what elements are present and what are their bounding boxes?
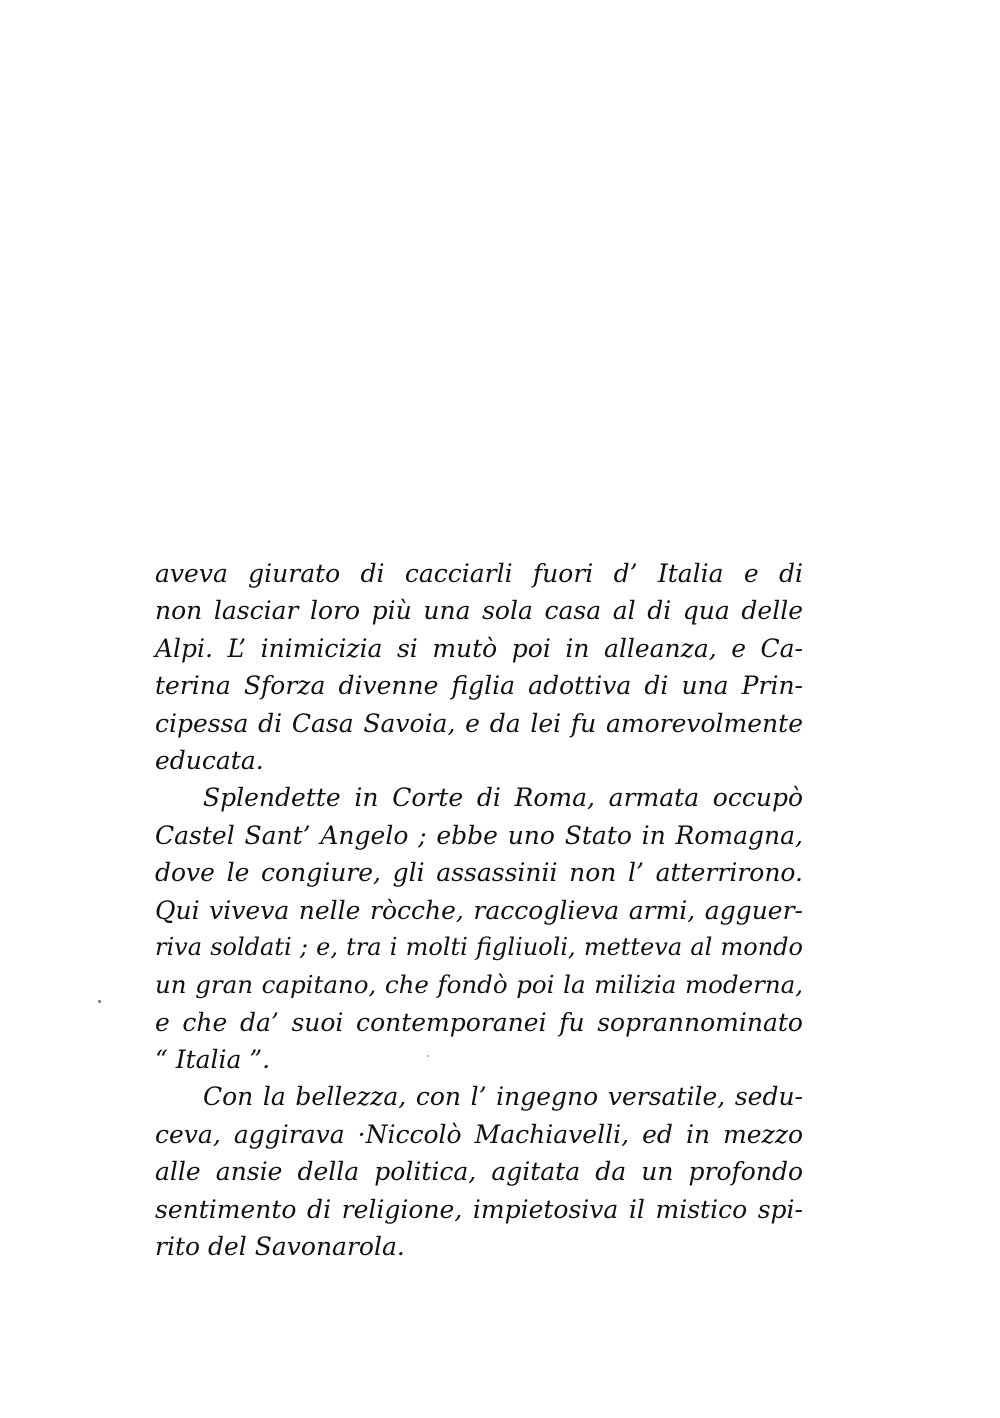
- text-line: Alpi. L’ inimicizia si mutò poi in alleanza, e Ca-: [155, 633, 803, 663]
- scan-speck: [98, 1000, 101, 1003]
- text-line: riva soldati ; e, tra i molti figliuoli, metteva al mondo: [155, 932, 803, 961]
- text-line: “ Italia ”.: [155, 1045, 271, 1075]
- scan-speck: [427, 1055, 429, 1057]
- text-line: alle ansie della politica, agitata da un profondo: [155, 1157, 803, 1187]
- text-line: rito del Savonarola.: [155, 1232, 405, 1262]
- text-line: Splendette in Corte di Roma, armata occupò: [203, 783, 803, 813]
- text-line: educata.: [155, 745, 264, 775]
- text-line: sentimento di religione, impietosiva il mistico spi-: [155, 1194, 803, 1224]
- text-line: Castel Sant’ Angelo ; ebbe uno Stato in Romagna,: [155, 820, 803, 850]
- text-line: ceva, aggirava ·Niccolò Machiavelli, ed in mezzo: [155, 1119, 803, 1149]
- text-line: cipessa di Casa Savoia, e da lei fu amorevolmente: [155, 708, 803, 738]
- text-line: un gran capitano, che fondò poi la milizia moderna,: [155, 970, 803, 1000]
- text-line: terina Sforza divenne figlia adottiva di una Prin-: [155, 671, 803, 701]
- text-line: aveva giurato di cacciarli fuori d’ Italia e di: [155, 559, 803, 588]
- text-line: dove le congiure, gli assassinii non l’ atterrirono.: [155, 858, 803, 888]
- text-line: non lasciar loro più una sola casa al di qua delle: [155, 596, 803, 626]
- body-text: [155, 555, 803, 1265]
- text-line: Con la bellezza, con l’ ingegno versatile, sedu-: [203, 1082, 803, 1112]
- text-line: Qui viveva nelle ròcche, raccoglieva armi, agguer-: [155, 895, 803, 925]
- text-line: e che da’ suoi contemporanei fu soprannominato: [155, 1007, 803, 1037]
